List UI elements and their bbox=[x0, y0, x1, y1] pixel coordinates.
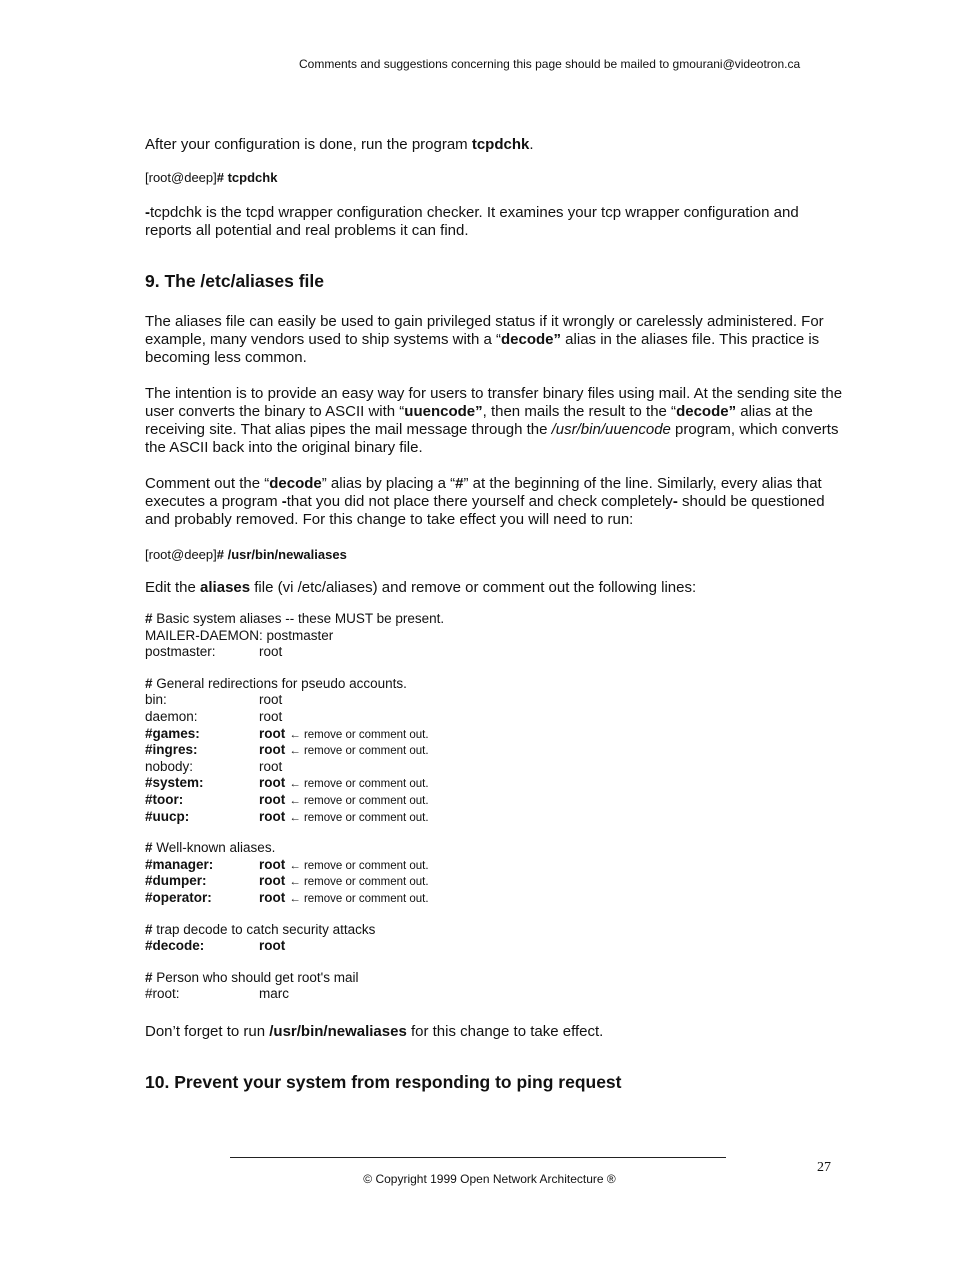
text-run: The aliases file can easily be used to gain privileged status if it wrongly or carelessly administered. For example, many vendors used to ship systems with a “ bbox=[145, 313, 824, 348]
alias-value: root bbox=[259, 708, 283, 724]
alias-value-group bbox=[259, 890, 429, 908]
desc-text: tcpdchk is the tcpd wrapper configuration checker. It examines your tcp wrapper configuration and reports all potential and real problems it can find. bbox=[145, 204, 799, 239]
command-text: # /usr/bin/newaliases bbox=[216, 547, 347, 562]
text-run: Don’t forget to run bbox=[145, 1022, 270, 1040]
pseudo-accounts-aliases bbox=[145, 692, 845, 825]
text-run: # bbox=[455, 475, 464, 492]
remove-note: ← remove or comment out. bbox=[289, 794, 429, 807]
remove-note: ← remove or comment out. bbox=[289, 859, 429, 872]
alias-comment bbox=[145, 970, 845, 987]
command-text: # tcpdchk bbox=[216, 170, 278, 185]
alias-value: root bbox=[259, 742, 286, 758]
section-9-paragraph-1 bbox=[145, 313, 845, 367]
text-run: ” at the beginning of the line. Similarly, every alias that executes a program bbox=[145, 475, 822, 510]
alias-row bbox=[145, 726, 845, 743]
text-run: decode” bbox=[676, 403, 737, 420]
alias-name: #system: bbox=[145, 775, 204, 791]
alias-value-group bbox=[259, 873, 429, 891]
alias-row bbox=[145, 938, 845, 955]
comment-hash: # bbox=[145, 675, 153, 691]
text-run: Edit the bbox=[145, 579, 201, 596]
text-run: decode” bbox=[501, 331, 562, 348]
remove-note: ← remove or comment out. bbox=[289, 745, 429, 758]
alias-comment bbox=[145, 611, 845, 628]
comment-text: Well-known aliases. bbox=[152, 840, 276, 856]
comment-hash: # bbox=[145, 921, 153, 937]
alias-value-group bbox=[259, 775, 429, 793]
alias-row bbox=[145, 873, 845, 890]
alias-text: MAILER-DAEMON: postmaster bbox=[145, 627, 334, 643]
text-run: /usr/bin/newaliases bbox=[269, 1022, 407, 1040]
alias-value-group bbox=[259, 692, 282, 709]
alias-name: #uucp: bbox=[145, 808, 190, 824]
alias-value-group bbox=[259, 809, 429, 827]
comment-text: General redirections for pseudo accounts. bbox=[152, 675, 407, 691]
alias-name: daemon: bbox=[145, 708, 198, 724]
comment-hash: # bbox=[145, 611, 153, 626]
alias-row bbox=[145, 809, 845, 826]
alias-value-group bbox=[259, 857, 429, 875]
comment-hash: # bbox=[145, 840, 153, 856]
page-number: 27 bbox=[817, 1160, 831, 1175]
footer-copyright: © Copyright 1999 Open Network Architecture ® bbox=[363, 1172, 616, 1186]
text-run: , then mails the result to the “ bbox=[482, 403, 677, 420]
remove-note: ← remove or comment out. bbox=[289, 811, 429, 824]
edit-aliases-instruction bbox=[145, 579, 845, 597]
remove-note: ← remove or comment out. bbox=[289, 892, 429, 905]
alias-value: root bbox=[259, 889, 286, 905]
tcpdchk-description bbox=[145, 204, 845, 240]
text-run: ” alias by placing a “ bbox=[321, 475, 456, 492]
alias-row bbox=[145, 692, 845, 709]
alias-name: #manager: bbox=[145, 856, 214, 872]
text-run: program, which converts the ASCII back into the original binary file. bbox=[145, 421, 839, 456]
alias-value: root bbox=[259, 692, 283, 708]
text-run: /usr/bin/uuencode bbox=[551, 421, 671, 438]
text-run: uuencode” bbox=[404, 403, 483, 420]
comment-text: Basic system aliases -- these MUST be present. bbox=[152, 611, 445, 626]
alias-name: #ingres: bbox=[145, 742, 198, 758]
text-run: - bbox=[281, 493, 287, 510]
text-run: decode bbox=[269, 475, 322, 492]
alias-value: marc bbox=[259, 986, 289, 1002]
alias-row bbox=[145, 857, 845, 874]
page-header-note: Comments and suggestions concerning this page should be mailed to gmourani@videotron.ca bbox=[299, 57, 801, 71]
alias-row bbox=[145, 742, 845, 759]
alias-name: #decode: bbox=[145, 938, 205, 954]
alias-name: postmaster: bbox=[145, 644, 216, 660]
alias-row bbox=[145, 709, 845, 726]
alias-name: #operator: bbox=[145, 889, 212, 905]
text-run: should be questioned and probably removed. For this change to take effect you will need to run: bbox=[145, 493, 825, 528]
section-10-heading: 10. Prevent your system from responding to ping request bbox=[145, 1071, 622, 1092]
alias-value-group bbox=[259, 759, 282, 776]
alias-value-group bbox=[259, 709, 282, 726]
alias-row bbox=[145, 775, 845, 792]
text-run: - bbox=[672, 493, 678, 510]
alias-value: root bbox=[259, 758, 283, 774]
command-prompt: [root@deep] bbox=[145, 547, 217, 562]
alias-row bbox=[145, 792, 845, 809]
intro-run-suffix: . bbox=[529, 136, 534, 153]
text-run: aliases bbox=[200, 579, 251, 596]
well-known-aliases bbox=[145, 857, 845, 907]
alias-row bbox=[145, 644, 845, 661]
alias-name: nobody: bbox=[145, 758, 194, 774]
intro-run-paragraph bbox=[145, 136, 845, 154]
alias-value: root bbox=[259, 775, 286, 791]
alias-value: root bbox=[259, 644, 283, 660]
alias-value: root bbox=[259, 725, 286, 741]
alias-row bbox=[145, 986, 845, 1003]
alias-value: root bbox=[259, 938, 286, 954]
text-run: for this change to take effect. bbox=[406, 1022, 604, 1040]
alias-value: root bbox=[259, 856, 286, 872]
alias-comment bbox=[145, 840, 845, 857]
command-prompt: [root@deep] bbox=[145, 170, 217, 185]
remove-note: ← remove or comment out. bbox=[289, 778, 429, 791]
section-9-paragraph-3 bbox=[145, 475, 845, 529]
comment-text: trap decode to catch security attacks bbox=[152, 921, 376, 937]
newaliases-command bbox=[145, 547, 845, 562]
footer-divider bbox=[230, 1157, 726, 1158]
desc-dash: - bbox=[145, 204, 150, 221]
alias-value-group bbox=[259, 726, 429, 744]
text-run: Comment out the “ bbox=[145, 475, 270, 492]
section-9-heading: 9. The /etc/aliases file bbox=[145, 271, 324, 291]
section-9-paragraph-2 bbox=[145, 385, 845, 457]
alias-value-group bbox=[259, 742, 429, 760]
alias-value-group bbox=[259, 792, 429, 810]
intro-run-text: After your configuration is done, run the program bbox=[145, 136, 472, 153]
alias-value: root bbox=[259, 791, 286, 807]
comment-hash: # bbox=[145, 969, 153, 985]
alias-name: #dumper: bbox=[145, 873, 207, 889]
text-run: file (vi /etc/aliases) and remove or comment out the following lines: bbox=[250, 579, 697, 596]
alias-row bbox=[145, 759, 845, 776]
alias-name: bin: bbox=[145, 692, 167, 708]
aliases-listing bbox=[145, 611, 845, 1003]
tcpdchk-command bbox=[145, 170, 845, 185]
alias-value: root bbox=[259, 808, 286, 824]
alias-comment bbox=[145, 676, 845, 693]
alias-row bbox=[145, 628, 845, 645]
alias-name: #toor: bbox=[145, 791, 184, 807]
text-run: alias at the receiving site. That alias pipes the mail message through the bbox=[145, 403, 813, 438]
comment-text: Person who should get root's mail bbox=[152, 969, 359, 985]
page-content bbox=[145, 136, 845, 1093]
closing-paragraph bbox=[145, 1023, 845, 1041]
text-run: The intention is to provide an easy way for users to transfer binary files using mail. At the sending site the user converts the binary to ASCII with “ bbox=[145, 385, 843, 420]
remove-note: ← remove or comment out. bbox=[289, 876, 429, 889]
alias-name: #games: bbox=[145, 725, 200, 741]
alias-value: root bbox=[259, 873, 286, 889]
intro-run-program: tcpdchk bbox=[471, 136, 530, 153]
text-run: alias in the aliases file. This practice is becoming less common. bbox=[145, 331, 820, 366]
alias-name: #root: bbox=[145, 986, 180, 1002]
text-run: that you did not place there yourself and check completely bbox=[286, 493, 673, 510]
alias-row bbox=[145, 890, 845, 907]
remove-note: ← remove or comment out. bbox=[289, 728, 429, 741]
alias-comment bbox=[145, 922, 845, 939]
